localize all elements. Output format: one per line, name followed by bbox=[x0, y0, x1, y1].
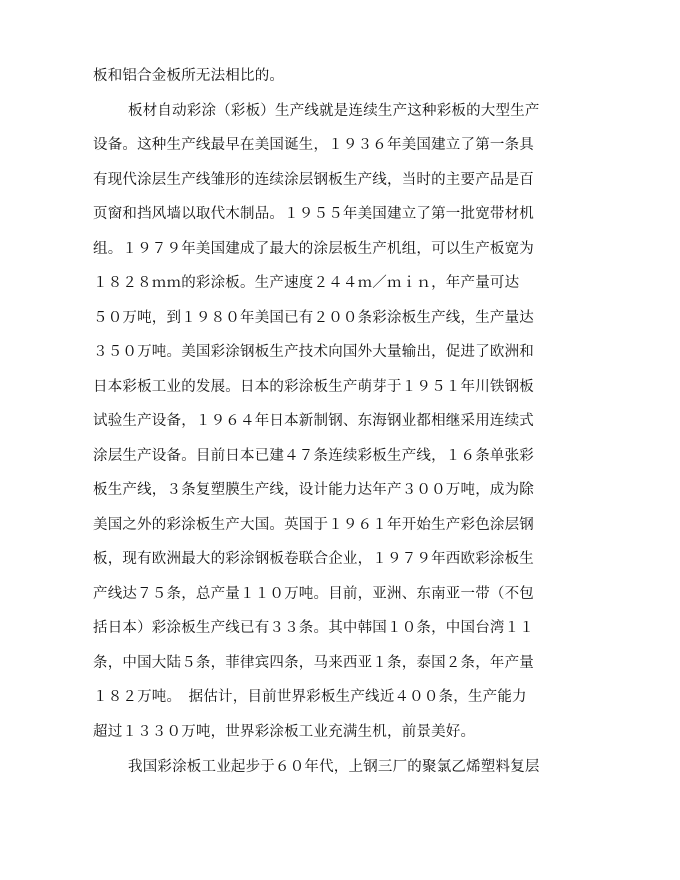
text-line: 日本彩板工业的发展。日本的彩涂板生产萌芽于１９５１年川铁钢板 bbox=[93, 379, 534, 395]
paragraph-first-line: 板材自动彩涂（彩板）生产线就是连续生产这种彩板的大型生产 bbox=[128, 103, 540, 119]
text-line: 产线达７５条，总产量１１０万吨。目前，亚洲、东南亚一带（不包 bbox=[93, 586, 534, 602]
text-line: 条，中国大陆５条，菲律宾四条，马来西亚１条，泰国２条，年产量 bbox=[93, 655, 534, 671]
text-line: 板生产线，３条复塑膜生产线，设计能力达年产３００万吨，成为除 bbox=[93, 482, 534, 498]
paragraph-first-line: 我国彩涂板工业起步于６０年代，上钢三厂的聚氯乙烯塑料复层 bbox=[128, 759, 540, 775]
text-line: 板，现有欧洲最大的彩涂钢板卷联合企业，１９７９年西欧彩涂板生 bbox=[93, 551, 534, 567]
text-line: 页窗和挡风墙以取代木制品。１９５５年美国建立了第一批宽带材机 bbox=[93, 206, 534, 222]
text-line: 涂层生产设备。目前日本已建４７条连续彩板生产线，１６条单张彩 bbox=[93, 448, 534, 464]
text-line: ５０万吨，到１９８０年美国已有２００条彩涂板生产线，生产量达 bbox=[93, 310, 534, 326]
text-line: １８２万吨。 据估计，目前世界彩板生产线近４００条，生产能力 bbox=[93, 689, 527, 705]
text-line: ３５０万吨。美国彩涂钢板生产技术向国外大量输出，促进了欧洲和 bbox=[93, 344, 534, 360]
text-line: 组。１９７９年美国建成了最大的涂层板生产机组，可以生产板宽为 bbox=[93, 241, 534, 257]
text-line: 超过１３３０万吨，世界彩涂板工业充满生机，前景美好。 bbox=[93, 724, 476, 740]
text-line: 括日本）彩涂板生产线已有３３条。其中韩国１０条，中国台湾１１ bbox=[93, 620, 534, 636]
text-line: 板和铝合金板所无法相比的。 bbox=[93, 68, 285, 84]
text-line: 试验生产设备，１９６４年日本新制钢、东海钢业都相继采用连续式 bbox=[93, 413, 534, 429]
text-line: １８２８ｍｍ的彩涂板。生产速度２４４ｍ／ｍｉｎ，年产量可达 bbox=[93, 275, 520, 291]
text-line: 有现代涂层生产线雏形的连续涂层钢板生产线，当时的主要产品是百 bbox=[93, 172, 534, 188]
text-line: 美国之外的彩涂板生产大国。英国于１９６１年开始生产彩色涂层钢 bbox=[93, 517, 534, 533]
text-line: 设备。这种生产线最早在美国诞生，１９３６年美国建立了第一条具 bbox=[93, 137, 534, 153]
